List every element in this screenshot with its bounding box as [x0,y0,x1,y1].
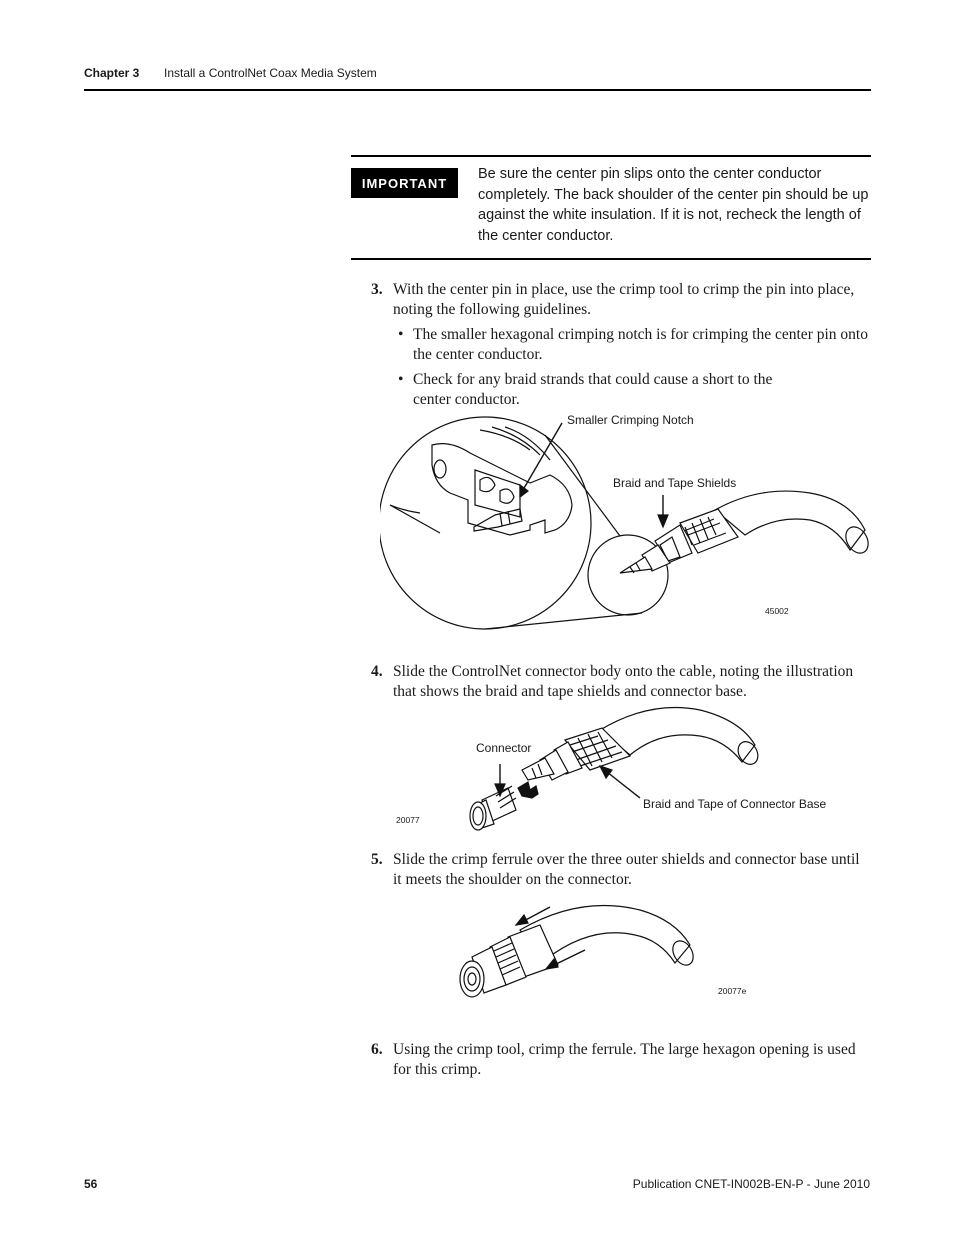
important-label: IMPORTANT [351,168,458,198]
figure-id-45002: 45002 [765,606,789,616]
step-3-text: With the center pin in place, use the crimp tool to crimp the pin into place, noting the following guidelines. [393,281,855,318]
figure-crimp-ferrule [450,895,710,1005]
step-3-bullet-2-text: Check for any braid strands that could cause a short to the center conductor. [413,371,773,408]
header-rule [84,89,871,91]
important-bottom-rule [351,258,871,260]
step-4-text: Slide the ControlNet connector body onto the cable, noting the illustration that shows the braid and tape shields and connector base. [393,663,854,700]
step-5-text: Slide the crimp ferrule over the three outer shields and connector base until it meets the shoulder on the connector. [393,851,860,888]
slide-arrow [518,782,538,798]
header-title: Install a ControlNet Coax Media System [164,66,377,80]
step-6-text: Using the crimp tool, crimp the ferrule. The large hexagon opening is used for this crimp. [393,1041,856,1078]
step-4-number: 4. [371,663,383,680]
figure-id-20077: 20077 [396,815,420,825]
label-smaller-crimping-notch: Smaller Crimping Notch [567,413,694,427]
label-braid-and-tape-shields: Braid and Tape Shields [613,476,737,490]
step-6-number: 6. [371,1041,383,1058]
cable-outer [715,491,865,550]
important-text: Be sure the center pin slips onto the center conductor completely. The back shoulder of the center pin should be up against the white insulation. If it is not, recheck the length of the center conductor. [478,166,869,244]
label-connector: Connector [476,741,532,755]
figure-connector-body [460,700,770,835]
important-top-rule [351,155,871,157]
bullet-dot: • [398,326,404,343]
figure-id-20077e: 20077e [718,986,747,996]
footer-page-number: 56 [84,1177,98,1191]
header-chapter: Chapter 3 [84,66,140,80]
step-5-number: 5. [371,851,383,868]
step-3-bullet-1-text: The smaller hexagonal crimping notch is for crimping the center pin onto the center conductor. [413,326,868,363]
footer-publication: Publication CNET-IN002B-EN-P - June 2010 [632,1177,870,1191]
label-braid-and-tape-of-connector-base: Braid and Tape of Connector Base [643,797,827,811]
magnifier-circle [380,417,591,629]
bullet-dot: • [398,371,404,388]
step-3-number: 3. [371,281,383,298]
figure-crimp-tool [380,405,880,635]
